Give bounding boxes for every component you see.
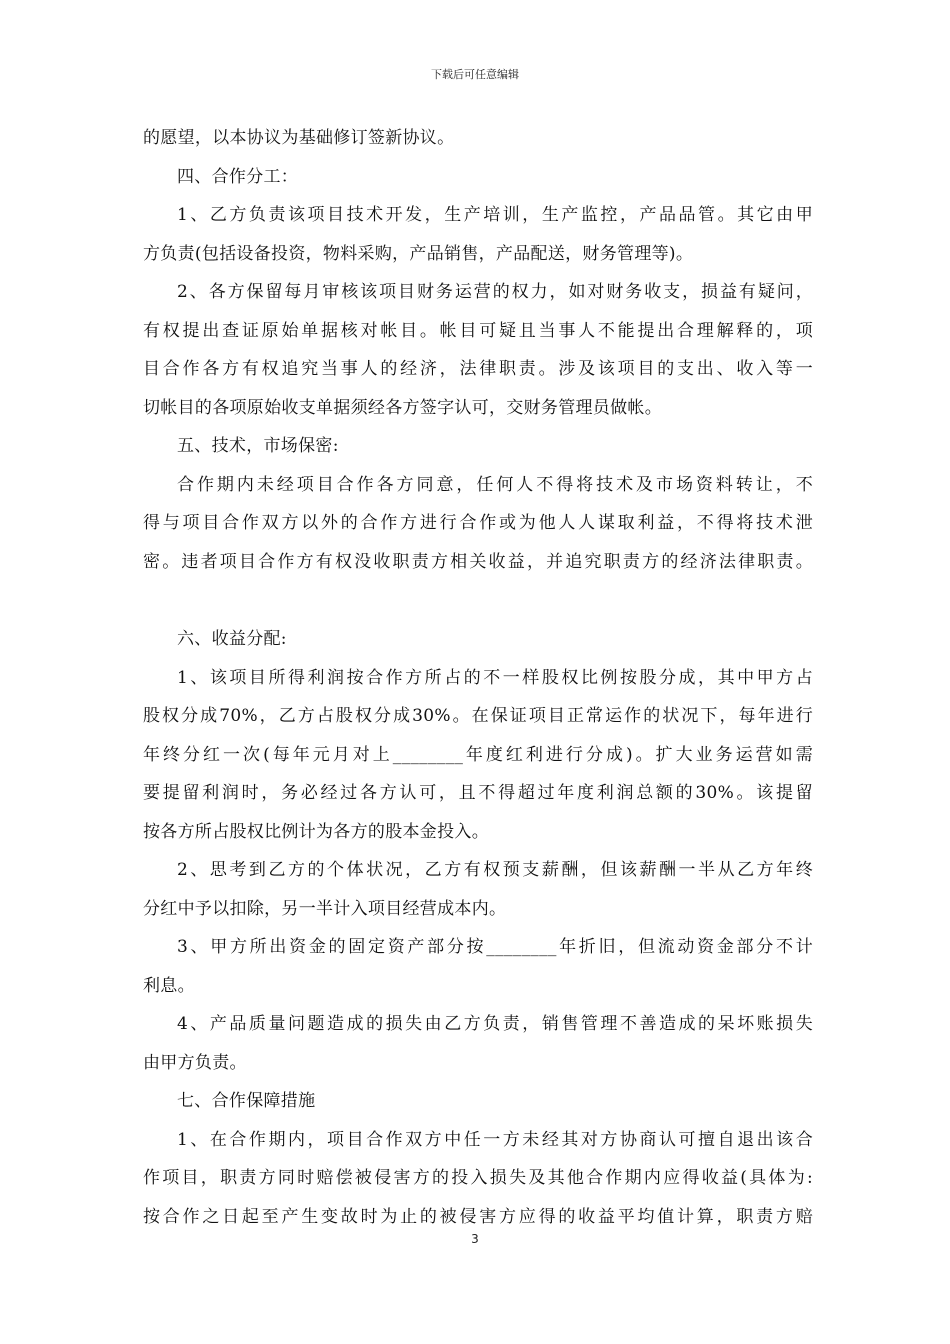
paragraph-line: 分红中予以扣除，另一半计入项目经营成本内。 <box>143 898 507 919</box>
paragraph-line: 利息。 <box>143 975 195 996</box>
paragraph-line: 密。违者项目合作方有权没收职责方相关收益，并追究职责方的经济法律职责。 <box>143 551 813 572</box>
paragraph-line: 2、各方保留每月审核该项目财务运营的权力，如对财务收支，损益有疑问， <box>177 282 813 302</box>
section-heading: 四、合作分工： <box>177 166 299 187</box>
paragraph-gap <box>143 581 813 620</box>
paragraph-line: 方负责(包括设备投资，物料采购，产品销售，产品配送，财务管理等)。 <box>143 243 694 264</box>
header-note: 下载后可任意编辑 <box>431 68 519 81</box>
section-heading: 五、技术，市场保密: <box>177 436 339 456</box>
paragraph-line: 得与项目合作双方以外的合作方进行合作或为他人人谋取利益，不得将技术泄 <box>143 513 813 533</box>
section-heading: 六、收益分配: <box>177 629 287 649</box>
paragraph-line: 按合作之日起至产生变故时为止的被侵害方应得的收益平均值计算，职责方赔 <box>143 1206 813 1227</box>
paragraph-line: 年终分红一次(每年元月对上________年度红利进行分成)。扩大业务运营如需 <box>143 744 813 765</box>
paragraph-line: 由甲方负责。 <box>143 1052 247 1073</box>
paragraph-line: 要提留利润时，务必经过各方认可，且不得超过年度利润总额的30%。该提留 <box>143 783 813 803</box>
paragraph-line: 1、乙方负责该项目技术开发，生产培训，生产监控，产品品管。其它由甲 <box>177 205 813 225</box>
paragraph-line: 1、该项目所得利润按合作方所占的不一样股权比例按股分成，其中甲方占 <box>177 667 813 688</box>
page-number: 3 <box>471 1232 479 1246</box>
paragraph-line: 4、产品质量问题造成的损失由乙方负责，销售管理不善造成的呆坏账损失 <box>177 1014 813 1034</box>
paragraph-line: 的愿望，以本协议为基础修订签新协议。 <box>143 128 455 148</box>
paragraph-line: 作项目，职责方同时赔偿被侵害方的投入损失及其他合作期内应得收益(具体为: <box>143 1168 813 1188</box>
section-heading: 七、合作保障措施 <box>177 1091 316 1111</box>
paragraph-line: 目合作各方有权追究当事人的经济，法律职责。涉及该项目的支出、收入等一 <box>143 359 813 379</box>
paragraph-line: 1、在合作期内，项目合作双方中任一方未经其对方协商认可擅自退出该合 <box>177 1129 813 1150</box>
paragraph-line: 股权分成70%，乙方占股权分成30%。在保证项目正常运作的状况下，每年进行 <box>143 706 813 726</box>
paragraph-line: 2、思考到乙方的个体状况，乙方有权预支薪酬，但该薪酬一半从乙方年终 <box>177 860 813 880</box>
paragraph-line: 按各方所占股权比例计为各方的股本金投入。 <box>143 821 489 842</box>
paragraph-line: 有权提出查证原始单据核对帐目。帐目可疑且当事人不能提出合理解释的，项 <box>143 320 813 341</box>
paragraph-line: 切帐目的各项原始收支单据须经各方签字认可，交财务管理员做帐。 <box>143 397 662 418</box>
paragraph-line: 合作期内未经项目合作各方同意，任何人不得将技术及市场资料转让，不 <box>177 474 813 495</box>
document-body <box>143 119 813 1236</box>
paragraph-line: 3、甲方所出资金的固定资产部分按________年折旧，但流动资金部分不计 <box>177 937 813 957</box>
